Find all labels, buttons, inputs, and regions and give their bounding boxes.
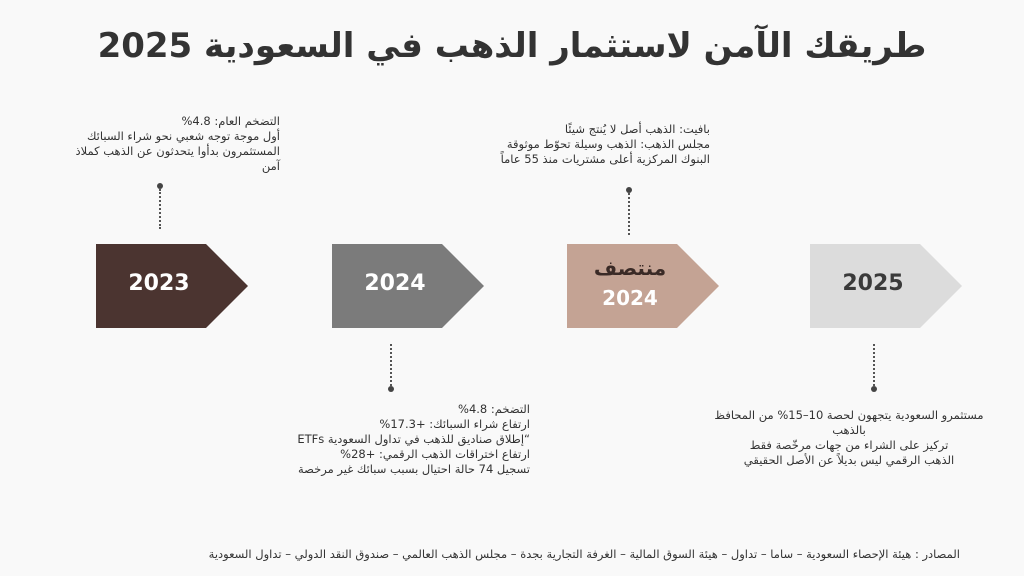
connector-line [628, 193, 630, 235]
arrow-label: 2024 [364, 271, 426, 296]
timeline-arrow-2025 [810, 244, 962, 328]
note-line: المستثمرون بدأوا يتحدثون عن الذهب كملاذ [75, 144, 280, 158]
connector-line [873, 344, 875, 386]
note-line: البنوك المركزية أعلى مشتريات منذ 55 عاماً [500, 152, 710, 166]
note-line: بالذهب [832, 423, 866, 437]
note-line: “إطلاق صناديق للذهب في تداول السعودية ETFs [297, 432, 530, 446]
timeline-arrow-2024 [332, 244, 484, 328]
arrow-label: 2023 [128, 271, 190, 296]
timeline-arrow-mid-2024 [567, 244, 719, 328]
note-line: ارتفاع شراء السبائك: +17.3% [379, 417, 530, 431]
note-line: تسجيل 74 حالة احتيال بسبب سبائك غير مرخصة [298, 462, 530, 476]
timeline-arrow-2023 [96, 244, 248, 328]
arrow-label: 2024 [602, 286, 658, 310]
connector-dot [871, 386, 877, 392]
note-mid-2024 [490, 122, 710, 167]
note-line: مجلس الذهب: الذهب وسيلة تحوّط موثوقة [506, 137, 710, 151]
note-line: التضخم العام: 4.8% [181, 114, 280, 128]
note-line: تركيز على الشراء من جهات مرخّصة فقط [749, 438, 949, 452]
note-line: مستثمرو السعودية يتجهون لحصة 10–15% من المحافظ [714, 408, 984, 422]
note-line: آمن [261, 159, 280, 173]
note-line: بافيت: الذهب أصل لا يُنتج شيئًا [564, 122, 710, 136]
note-line: الذهب الرقمي ليس بديلاً عن الأصل الحقيقي [743, 453, 955, 467]
note-line: أول موجة توجه شعبي نحو شراء السبائك [86, 129, 280, 143]
connector-line [390, 344, 392, 386]
note-line: ارتفاع اختراقات الذهب الرقمي: +28% [340, 447, 530, 461]
note-2025 [694, 408, 1004, 468]
connector-dot [388, 386, 394, 392]
note-2024 [250, 402, 530, 477]
page-title: طريقك الآمن لاستثمار الذهب في السعودية 2025 [97, 26, 927, 66]
note-line: التضخم: 4.8% [458, 402, 530, 416]
note-2023 [60, 114, 280, 174]
arrow-label-top: منتصف [593, 256, 667, 280]
connector-line [159, 189, 161, 229]
arrow-label: 2025 [842, 271, 904, 296]
sources-footer: المصادر : هيئة الإحصاء السعودية – ساما – تداول – هيئة السوق المالية – الغرفة التجارية بجدة – مجلس الذهب العالمي – صندوق النقد الدولي – تداول السعودية [208, 547, 960, 561]
